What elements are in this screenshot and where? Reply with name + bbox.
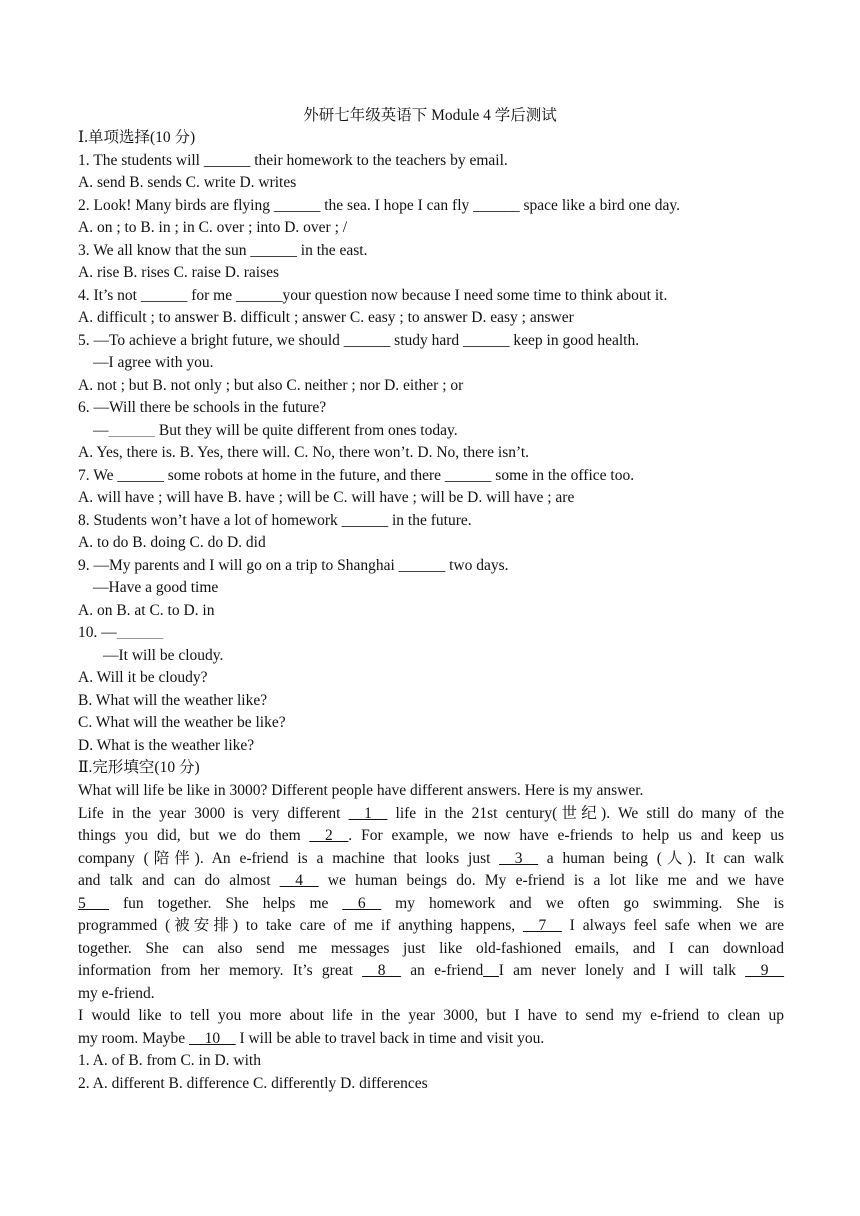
dash-underline: __ [483, 962, 499, 979]
cloze-blank-9: __9__ [745, 962, 784, 979]
question-7-options: A. will have ; will have B. have ; will be C. will have ; will be D. will have ; are [78, 489, 575, 506]
question-10-reply: —It will be cloudy. [103, 647, 224, 664]
section-1-heading: Ⅰ.单项选择(10 分) [78, 129, 196, 146]
cloze-blank-6: __6__ [342, 895, 382, 912]
cloze-blank-4: __4__ [279, 872, 319, 889]
reply-text: But they will be quite different from ones today. [155, 422, 458, 439]
cloze-line-8 [78, 961, 784, 981]
question-10-stem [78, 623, 784, 643]
answer-blank: ______ [116, 624, 164, 641]
cloze-text: programmed (被安排) to take care of me if anything happens, [78, 917, 523, 934]
cloze-p2-line-1: I would like to tell you more about life in the year 3000, but I have to send my e-friend to clean up [78, 1007, 784, 1024]
cloze-text: I am never lonely and I will talk [498, 962, 746, 979]
cloze-text: a human being (人). It can walk [537, 850, 784, 867]
cloze-text: fun together. She helps me [109, 895, 343, 912]
question-9-stem: 9. —My parents and I will go on a trip to Shanghai ______ two days. [78, 557, 509, 574]
question-10-option-a: A. Will it be cloudy? [78, 669, 208, 686]
cloze-choice-2: 2. A. different B. difference C. differently D. differences [78, 1075, 428, 1092]
question-3-options: A. rise B. rises C. raise D. raises [78, 264, 280, 281]
cloze-p2-line-2 [78, 1029, 784, 1049]
question-10-option-b: B. What will the weather like? [78, 692, 268, 709]
question-4-options: A. difficult ; to answer B. difficult ; answer C. easy ; to answer D. easy ; answer [78, 309, 574, 326]
question-1-stem: 1. The students will ______ their homework to the teachers by email. [78, 152, 508, 169]
question-4-stem: 4. It’s not ______ for me ______your question now because I need some time to think about it. [78, 287, 668, 304]
cloze-blank-5: 5___ [78, 895, 109, 912]
question-1-options: A. send B. sends C. write D. writes [78, 174, 297, 191]
cloze-line-3 [78, 849, 784, 869]
answer-blank: ______ [108, 422, 155, 439]
cloze-text: information from her memory. It’s great [78, 962, 363, 979]
reply-dash: — [93, 422, 109, 439]
question-2-stem: 2. Look! Many birds are flying ______ the sea. I hope I can fly ______ space like a bird one day. [78, 197, 681, 214]
cloze-text: life in the 21st century(世纪). We still do many of the [387, 805, 784, 822]
cloze-line-1 [78, 804, 784, 824]
question-10-option-d: D. What is the weather like? [78, 737, 255, 754]
cloze-text: I always feel safe when we are [561, 917, 784, 934]
cloze-line-5 [78, 894, 784, 914]
cloze-blank-1: __1__ [348, 805, 388, 822]
cloze-text: my homework and we often go swimming. She is [381, 895, 784, 912]
cloze-line-6 [78, 916, 784, 936]
cloze-blank-7: __7__ [523, 917, 562, 934]
question-8-options: A. to do B. doing C. do D. did [78, 534, 266, 551]
cloze-text: we human beings do. My e-friend is a lot like me and we have [318, 872, 785, 889]
question-3-stem: 3. We all know that the sun ______ in the east. [78, 242, 368, 259]
cloze-blank-10: __10__ [189, 1030, 236, 1047]
question-5-reply: —I agree with you. [93, 354, 214, 371]
cloze-text: I will be able to travel back in time and visit you. [235, 1030, 545, 1047]
page-title: 外研七年级英语下 Module 4 学后测试 [303, 107, 557, 124]
question-6-stem: 6. —Will there be schools in the future? [78, 399, 327, 416]
cloze-text: and talk and can do almost [78, 872, 280, 889]
cloze-text: Life in the year 3000 is very different [78, 805, 349, 822]
question-7-stem: 7. We ______ some robots at home in the future, and there ______ some in the office too. [78, 467, 635, 484]
question-2-options: A. on ; to B. in ; in C. over ; into D. over ; / [78, 219, 348, 236]
cloze-text: company (陪伴). An e-friend is a machine that looks just [78, 850, 500, 867]
cloze-text: . For example, we now have e-friends to help us and keep us [348, 827, 784, 844]
question-5-stem: 5. —To achieve a bright future, we should ______ study hard ______ keep in good health. [78, 332, 640, 349]
cloze-choice-1: 1. A. of B. from C. in D. with [78, 1052, 261, 1069]
question-9-options: A. on B. at C. to D. in [78, 602, 215, 619]
question-5-options: A. not ; but B. not only ; but also C. neither ; nor D. either ; or [78, 377, 464, 394]
cloze-line-9: my e-friend. [78, 985, 155, 1002]
cloze-line-2 [78, 826, 784, 846]
cloze-line-4 [78, 871, 784, 891]
cloze-text: things you did, but we do them [78, 827, 310, 844]
cloze-line-7: together. She can also send me messages just like old-fashioned emails, and I can download [78, 940, 784, 957]
question-9-reply: —Have a good time [93, 579, 219, 596]
cloze-blank-3: __3__ [499, 850, 538, 867]
cloze-blank-2: __2__ [309, 827, 349, 844]
question-10-option-c: C. What will the weather be like? [78, 714, 286, 731]
cloze-text: an e-friend [400, 962, 484, 979]
question-6-options: A. Yes, there is. B. Yes, there will. C. No, there won’t. D. No, there isn’t. [78, 444, 530, 461]
section-2-heading: Ⅱ.完形填空(10 分) [78, 759, 200, 776]
question-6-reply [93, 421, 784, 441]
cloze-intro: What will life be like in 3000? Different people have different answers. Here is my answer. [78, 782, 644, 799]
cloze-text: my room. Maybe [78, 1030, 190, 1047]
stem-prefix: 10. — [78, 624, 117, 641]
cloze-blank-8: __8__ [362, 962, 401, 979]
question-8-stem: 8. Students won’t have a lot of homework ______ in the future. [78, 512, 472, 529]
